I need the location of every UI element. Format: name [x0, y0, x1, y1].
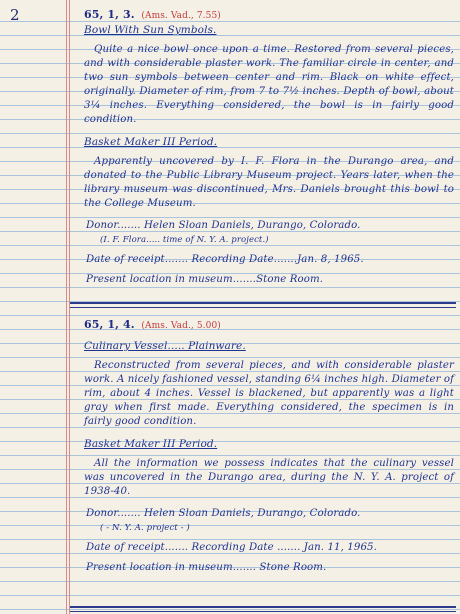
entry-description: Quite a nice bowl once upon a time. Restored from several pieces, and with considerable plaster work. The familiar circle in center, and two sun symbols between center and rim. Black on white effect, originally. Diameter of rim, from 7 to 7½ inches. Depth of bowl, about 3¼ inches. Everything considered, the bowl is in fairly good condition. [84, 44, 454, 125]
donor-line: Donor....... Helen Sloan Daniels, Durango, Colorado. [86, 508, 361, 519]
donor-note: ( - N. Y. A. project - ) [100, 523, 190, 533]
page-number: 2 [10, 6, 20, 24]
entry-history: All the information we possess indicates that the culinary vessel was uncovered in the Durango area, during the N. Y. A. project of 1938-40. [84, 458, 454, 497]
red-annotation: (Ams. Vad., 5.00) [141, 321, 221, 331]
catalog-entry [84, 8, 454, 287]
entry-history: Apparently uncovered by I. F. Flora in the Durango area, and donated to the Public Library Museum project. Years later, when the library museum was discontinued, Mrs. Daniels brought this bowl to the College Museum. [84, 156, 454, 209]
location-line: Present location in museum.......Stone Room. [86, 274, 324, 285]
entry-period: Basket Maker III Period. [84, 438, 218, 450]
entry-description: Reconstructed from several pieces, and with considerable plaster work. A nicely fashioned vessel, standing 6¼ inches high. Diameter of rim, about 4 inches. Vessel is blackened, but apparently was a light gray when first made. Everything considered, the specimen is in fairly good condition. [84, 360, 454, 427]
red-annotation: (Ams. Vad., 7.55) [141, 11, 221, 21]
receipt-line: Date of receipt....... Recording Date.......Jan. 8, 1965. [86, 254, 364, 265]
catalog-number: 65, 1, 4. [84, 318, 135, 331]
catalog-number: 65, 1, 3. [84, 8, 135, 21]
entry-header [84, 318, 454, 333]
entry-title: Culinary Vessel..... Plainware. [84, 340, 246, 352]
entry-title: Bowl With Sun Symbols. [84, 24, 217, 36]
catalog-entry [84, 318, 454, 575]
margin-rule-left [66, 0, 67, 614]
location-line: Present location in museum....... Stone Room. [86, 562, 327, 573]
entry-separator [70, 302, 456, 308]
receipt-line: Date of receipt....... Recording Date ....... Jan. 11, 1965. [86, 542, 377, 553]
donor-line: Donor....... Helen Sloan Daniels, Durango, Colorado. [86, 220, 361, 231]
donor-note: (I. F. Flora..... time of N. Y. A. project.) [100, 235, 269, 245]
entry-separator [70, 606, 456, 612]
entry-header [84, 8, 454, 23]
entry-period: Basket Maker III Period. [84, 136, 218, 148]
